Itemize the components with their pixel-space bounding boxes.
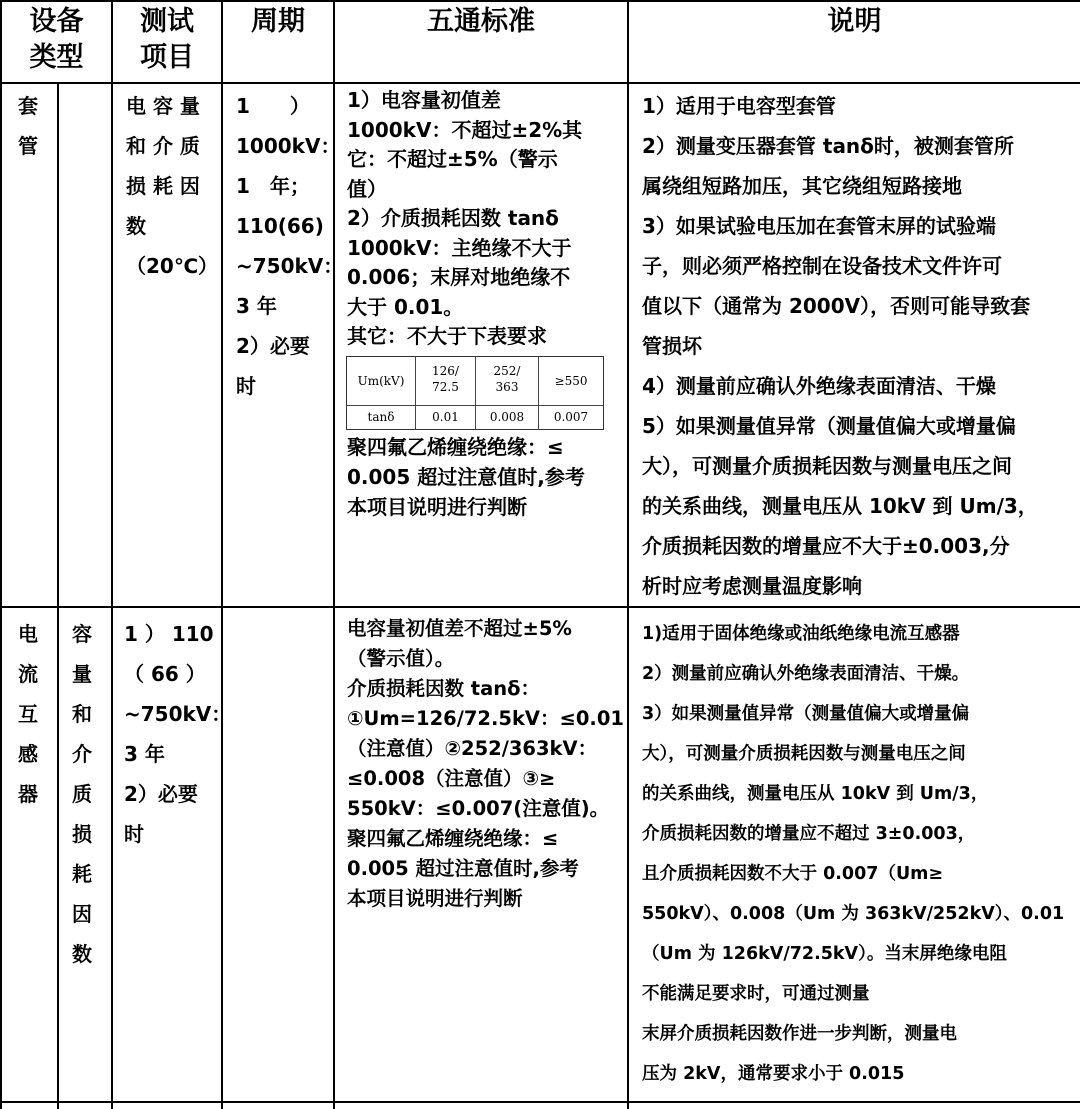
row2-item: 容 量 和 介 质 损 耗 因 数 xyxy=(72,622,92,966)
row2-note: 1)适用于固体绝缘或油纸绝缘电流互感器 2）测量前应确认外绝缘表面清洁、干燥。 3）如果测量值异常（测量值偏大或增量偏 大），可测量介质损耗因数与测量电压之间 的关系曲线，测量电压从 10kV 到 Um/3， 介质损耗因数的增量应不超过 3±0.003， 且介质损耗因数不大于 0.007（Um≥ 550kV）、0.008（Um 为 363kV/252kV）、0.01 （Um 为 126kV/72.5kV）。当末屏绝缘电阻 不能满足要求时，可通过测量 末屏介质损耗因数作进一步判断，测量电 压为 2kV，通常要求小于 0.015 xyxy=(642,624,1065,1084)
header-device-type: 设备 类型 xyxy=(29,6,84,73)
row2-period: 1 ） 110 （ 66 ） ~750kV： 3 年 2）必要 时 xyxy=(124,622,232,846)
tan-delta-subtable xyxy=(346,356,604,430)
subtable-col-550: ≥550 xyxy=(554,374,588,388)
header-test-item: 测试 项目 xyxy=(140,6,194,73)
row1-device: 套 管 xyxy=(18,94,38,158)
row1-note: 1）适用于电容型套管 2）测量变压器套管 tanδ时，被测套管所 属绕组短路加压，其它绕组短路接地 3）如果试验电压加在套管末屏的试验端 子，则必须严格控制在设备技术文件许可 值以下（通常为 2000V），否则可能导致套 管损坏 4）测量前应确认外绝缘表面清洁、干燥 5）如果测量值异常（测量值偏大或增量偏 大），可测量介质损耗因数与测量电压之间 的关系曲线，测量电压从 10kV 到 Um/3， 介质损耗因数的增量应不大于±0.003,分 析时应考虑测量温度影响 xyxy=(642,94,1038,598)
row2-standard: 电容量初值差不超过±5% （警示值）。 介质损耗因数 tanδ： ①Um=126/72.5kV：≤0.01 （注意值）②252/363kV： ≤0.008（注意值）③≥ 550kV：≤0.007(注意值)。 聚四氟乙烯缠绕绝缘：≤ 0.005 超过注意值时,参考 本项目说明进行判断 xyxy=(347,617,624,910)
rule-col-3 xyxy=(221,0,223,1109)
rule-col-1 xyxy=(57,84,59,1109)
subtable-val-550: 0.007 xyxy=(553,410,589,424)
subtable-tan-label: tanδ xyxy=(367,410,395,424)
rule-row1-bottom xyxy=(0,606,1080,608)
subtable-col-126: 126/ 72.5 xyxy=(432,364,459,394)
row1-period: 1 ） 1000kV： 1 年； 110(66) ~750kV： 3 年 2）必要 时 xyxy=(236,94,344,398)
header-standard: 五通标准 xyxy=(427,6,535,37)
subtable-val-126: 0.01 xyxy=(432,410,459,424)
subtable-rule xyxy=(347,405,603,406)
rule-row2-bottom xyxy=(0,1101,1080,1103)
rule-header-bottom xyxy=(0,82,1080,84)
row2-device: 电 流 互 感 器 xyxy=(18,622,38,806)
subtable-um-label: Um(kV) xyxy=(357,374,405,388)
rule-col-0 xyxy=(0,0,2,1109)
row1-standard-after: 聚四氟乙烯缠绕绝缘：≤ 0.005 超过注意值时,参考 本项目说明进行判断 xyxy=(347,435,585,519)
subtable-col-252: 252/ 363 xyxy=(493,364,521,394)
row1-standard: 1）电容量初值差 1000kV：不超过±2%其 它：不超过±5%（警示 值） 2）介质损耗因数 tanδ 1000kV：主绝缘不大于 0.006；末屏对地绝缘不 大于 0.01。 其它：不大于下表要求 xyxy=(347,88,583,348)
row1-item: 电 容 量 和 介 质 损 耗 因 数 （20℃） xyxy=(126,94,219,278)
rule-col-2 xyxy=(111,0,113,1109)
header-period: 周期 xyxy=(251,6,305,37)
rule-col-5 xyxy=(627,0,629,1109)
header-note: 说明 xyxy=(827,6,882,37)
subtable-val-252: 0.008 xyxy=(489,410,525,424)
rule-top xyxy=(0,0,1080,2)
